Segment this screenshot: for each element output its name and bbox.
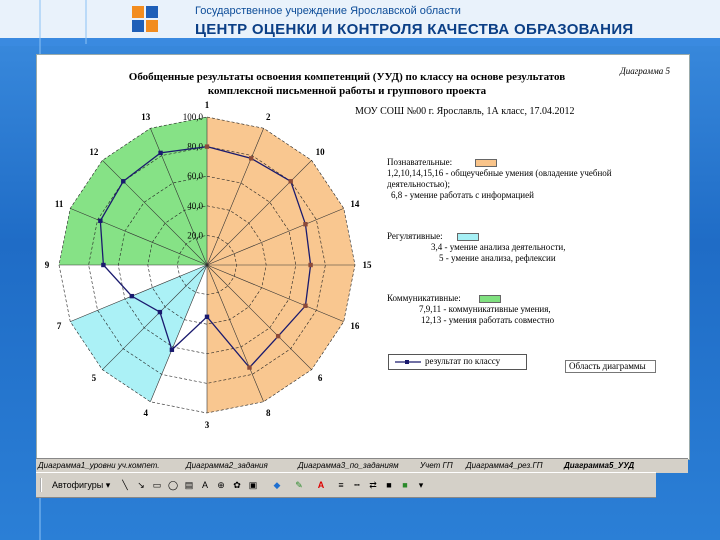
legend-cognitive bbox=[387, 157, 612, 201]
line-tool-icon[interactable]: ╲ bbox=[122, 480, 128, 490]
oval-tool-icon[interactable]: ◯ bbox=[167, 480, 179, 490]
shadow-style-icon[interactable]: ■ bbox=[386, 480, 392, 490]
tick-label-4: 80,0 bbox=[187, 141, 203, 152]
font-color-icon[interactable]: A bbox=[317, 480, 325, 490]
tick-label-1: 20,0 bbox=[187, 230, 203, 241]
sheet-tabs-bar bbox=[36, 458, 688, 473]
legend-communicative-line1: 7,9,11 - коммуникативные умения, bbox=[419, 304, 551, 314]
textbox-tool-icon[interactable]: ▤ bbox=[184, 480, 194, 490]
legend-communicative-line2: 12,13 - умения работать совместно bbox=[421, 315, 555, 325]
header-title: ЦЕНТР ОЦЕНКИ И КОНТРОЛЯ КАЧЕСТВА ОБРАЗОВАНИЯ bbox=[195, 21, 634, 38]
legend-cognitive-line1: 1,2,10,14,15,16 - общеучебные умения (овладение учебной bbox=[387, 168, 612, 178]
autoshapes-menu[interactable]: Автофигуры ▾ bbox=[52, 480, 111, 490]
data-point-15 bbox=[308, 263, 312, 267]
legend-regulative-swatch bbox=[457, 233, 479, 241]
legend-regulative-line1: 3,4 - умение анализа деятельности, bbox=[431, 242, 566, 252]
category-label-3: 3 bbox=[204, 420, 210, 430]
category-label-4: 4 bbox=[143, 407, 149, 418]
rectangle-tool-icon[interactable]: ▭ bbox=[152, 480, 162, 490]
legend-regulative-line2: 5 - умение анализа, рефлексии bbox=[439, 253, 556, 263]
category-label-7: 7 bbox=[56, 321, 62, 332]
picture-tool-icon[interactable]: ▣ bbox=[248, 480, 258, 490]
drawing-toolbar bbox=[36, 472, 656, 498]
data-point-8 bbox=[247, 365, 251, 369]
toolbar-grip[interactable] bbox=[40, 478, 50, 492]
data-point-14 bbox=[303, 222, 307, 226]
tick-label-2: 40,0 bbox=[187, 200, 203, 211]
data-point-2 bbox=[249, 156, 253, 160]
sheet-tab-4[interactable]: Учет ГП bbox=[420, 461, 453, 470]
data-point-3 bbox=[205, 315, 209, 319]
legend-cognitive-line3: 6,8 - умение работать с информацией bbox=[391, 190, 534, 200]
data-point-11 bbox=[98, 219, 102, 223]
data-point-9 bbox=[101, 263, 105, 267]
category-label-13: 13 bbox=[141, 112, 151, 123]
category-label-2: 2 bbox=[265, 112, 271, 123]
chart-title-line2: комплексной письменной работы и группового проекта bbox=[207, 85, 487, 97]
legend-cognitive-swatch bbox=[475, 159, 497, 167]
sheet-tab-2[interactable]: Диаграмма2_задания bbox=[186, 461, 268, 470]
data-point-1 bbox=[205, 144, 209, 148]
category-label-9: 9 bbox=[44, 260, 50, 270]
3d-style-icon[interactable]: ■ bbox=[402, 480, 408, 490]
chart-area-tooltip: Область диаграммы bbox=[565, 360, 656, 373]
legend-cognitive-title: Познавательные: bbox=[387, 157, 453, 167]
sheet-tab-6[interactable]: Диаграмма5_УУД bbox=[564, 461, 635, 470]
legend-communicative-title: Коммуникативные: bbox=[387, 293, 461, 303]
category-label-16: 16 bbox=[350, 321, 360, 332]
chart-subtitle: МОУ СОШ №00 г. Ярославль, 1А класс, 17.04.2012 bbox=[355, 106, 575, 117]
sheet-tab-1[interactable]: Диаграмма1_уровни уч.компет. bbox=[38, 461, 160, 470]
data-point-12 bbox=[121, 179, 125, 183]
category-label-11: 11 bbox=[54, 198, 64, 209]
data-point-16 bbox=[303, 304, 307, 308]
diagram-tool-icon[interactable]: ⊕ bbox=[217, 480, 225, 490]
legend-cognitive-line2: деятельностью); bbox=[387, 179, 451, 189]
arrow-style-icon[interactable]: ⇄ bbox=[369, 480, 377, 490]
header bbox=[0, 0, 720, 45]
clipart-tool-icon[interactable]: ✿ bbox=[233, 480, 241, 490]
fill-color-icon[interactable]: ◆ bbox=[273, 480, 281, 490]
line-style-icon[interactable]: ≡ bbox=[338, 480, 344, 490]
series-legend-label: результат по классу bbox=[425, 356, 501, 366]
tick-label-5: 100,0 bbox=[182, 112, 203, 122]
spreadsheet-chart-sheet[interactable] bbox=[36, 54, 690, 460]
sheet-tab-5[interactable]: Диаграмма4_рез.ГП bbox=[466, 461, 543, 470]
data-point-13 bbox=[158, 151, 162, 155]
series-legend-marker-icon bbox=[393, 355, 423, 369]
arrow-tool-icon[interactable]: ↘ bbox=[137, 480, 145, 490]
dash-style-icon[interactable]: ┅ bbox=[354, 480, 360, 490]
toolbar-options-icon[interactable]: ▾ bbox=[418, 480, 424, 490]
tick-label-3: 60,0 bbox=[187, 171, 203, 182]
header-subtitle: Государственное учреждение Ярославской области bbox=[195, 5, 461, 17]
category-label-10: 10 bbox=[315, 146, 325, 157]
data-point-5 bbox=[158, 310, 162, 314]
legend-communicative-swatch bbox=[479, 295, 501, 303]
line-color-icon[interactable]: ✎ bbox=[295, 480, 303, 490]
ministry-logo-icon bbox=[124, 0, 184, 40]
legend-regulative-title: Регулятивные: bbox=[387, 231, 443, 241]
data-point-6 bbox=[276, 334, 280, 338]
sheet-tab-3[interactable]: Диаграмма3_по_заданиям bbox=[298, 461, 399, 470]
category-label-5: 5 bbox=[91, 373, 97, 384]
autoshapes-label: Автофигуры bbox=[52, 480, 104, 490]
radar-chart[interactable] bbox=[37, 95, 397, 455]
category-label-1: 1 bbox=[204, 100, 210, 110]
category-label-12: 12 bbox=[89, 146, 99, 157]
wordart-tool-icon[interactable]: A bbox=[201, 480, 208, 490]
category-label-6: 6 bbox=[317, 373, 323, 384]
data-point-10 bbox=[289, 179, 293, 183]
legend-communicative bbox=[387, 293, 554, 326]
category-label-8: 8 bbox=[265, 407, 271, 418]
data-point-7 bbox=[130, 294, 134, 298]
category-label-14: 14 bbox=[350, 198, 360, 209]
chart-number: Диаграмма 5 bbox=[620, 66, 670, 76]
series-legend[interactable] bbox=[388, 354, 527, 370]
data-point-4 bbox=[170, 348, 174, 352]
chart-title-line1: Обобщенные результаты освоения компетенций (УУД) по классу на основе результатов bbox=[128, 71, 566, 83]
category-label-15: 15 bbox=[362, 260, 372, 270]
